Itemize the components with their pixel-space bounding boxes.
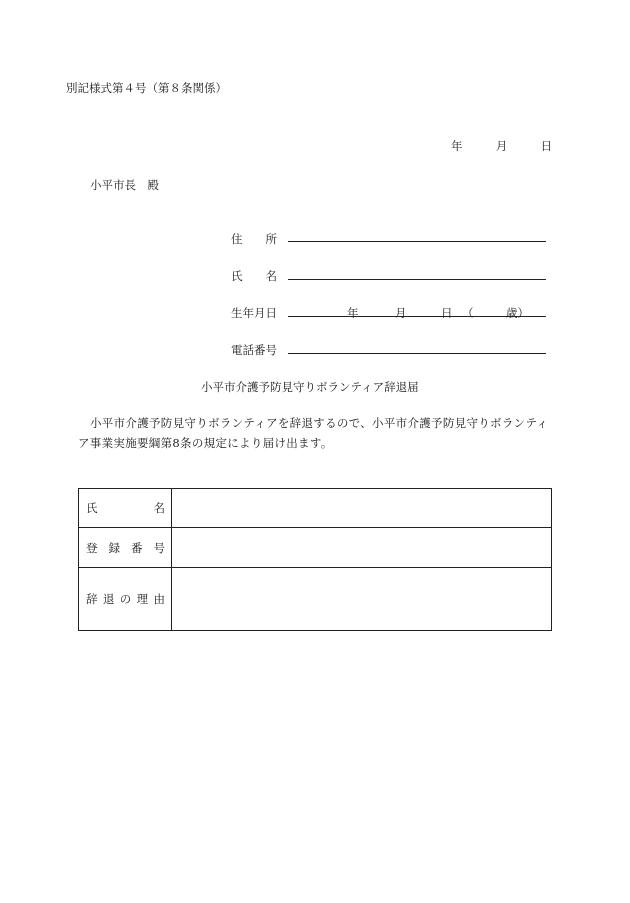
table-value-name[interactable] xyxy=(172,489,552,528)
date-line xyxy=(451,138,552,154)
table-value-registration-number[interactable] xyxy=(172,528,552,568)
birthdate-day-label: 日 xyxy=(441,306,453,320)
address-label: 住 所 xyxy=(231,232,277,246)
phone-field[interactable] xyxy=(288,353,546,354)
birthdate-month-label: 月 xyxy=(395,306,407,320)
name-field[interactable] xyxy=(288,279,546,280)
table-row xyxy=(79,489,552,528)
info-table xyxy=(78,488,552,631)
body-text: 小平市介護予防見守りボランティアを辞退するので、小平市介護予防見守りボランティア事業実施要綱第8条の規定により届け出ます。 xyxy=(78,416,549,450)
phone-label: 電話番号 xyxy=(231,343,277,357)
birthdate-year-label: 年 xyxy=(347,306,359,320)
date-day-label: 日 xyxy=(540,139,553,153)
date-year-label: 年 xyxy=(451,139,463,153)
birthdate-age-open: （ xyxy=(462,306,474,320)
date-month-label: 月 xyxy=(495,139,508,153)
address-field[interactable] xyxy=(288,241,546,242)
table-label-registration-number: 登 録 番 号 xyxy=(79,528,172,568)
table-row xyxy=(79,568,552,631)
table-row xyxy=(79,528,552,568)
birthdate-age-label: 歳） xyxy=(506,306,529,320)
birthdate-field[interactable] xyxy=(288,316,546,317)
form-number: 別記様式第４号（第８条関係） xyxy=(66,81,227,95)
birthdate-label: 生年月日 xyxy=(231,306,277,320)
document-title: 小平市介護予防見守りボランティア辞退届 xyxy=(201,380,419,394)
table-label-name: 氏 名 xyxy=(79,489,172,528)
addressee: 小平市長 殿 xyxy=(90,178,159,192)
name-label: 氏 名 xyxy=(231,269,277,283)
table-value-reason[interactable] xyxy=(172,568,552,631)
table-label-reason: 辞 退 の 理 由 xyxy=(79,568,172,631)
